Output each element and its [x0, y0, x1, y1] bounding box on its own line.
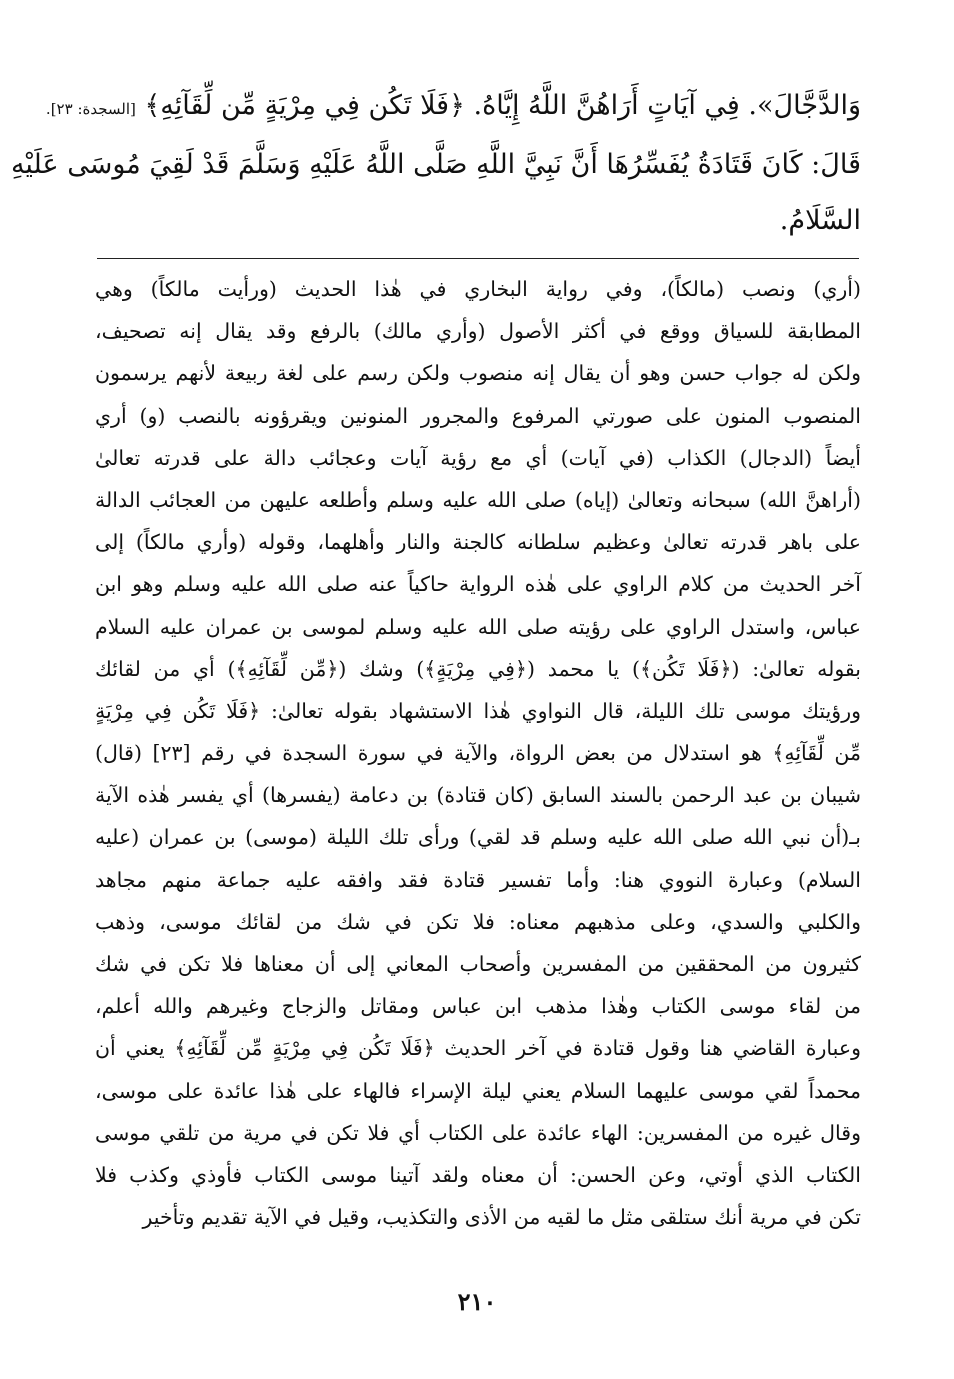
- commentary-line: والكلبي والسدي، وعلى مذهبهم معناه: فلا تكن في شك من لقائك موسى، وذهب: [95, 909, 861, 934]
- hadith-line-1: [45, 78, 861, 137]
- commentary-line: كثيرون من المحققين من المفسرين وأصحاب المعاني إلى أن معناها فلا تكن في شك: [95, 952, 861, 976]
- commentary-line: بـ(أن نبي الله صلى الله عليه وسلم قد لقي) ورأى تلك الليلة (موسى) بن عمران (عليه: [95, 825, 861, 850]
- commentary-line: بقوله تعالىٰ: (﴿فَلَا تَكُن﴾) يا محمد (﴿فِي مِرْيَةٍ﴾) وشك (﴿مِّن لِّقَآئِهِ﴾) أي من لقائك: [95, 656, 861, 681]
- commentary-line: الكتاب الذي أوتي، وعن الحسن: أن معناه ولقد آتينا موسى الكتاب فأوذي وكذب فلا: [95, 1162, 861, 1187]
- commentary-line: (أراهنَّ الله) سبحانه وتعالىٰ (إياه) صلى الله عليه وسلم وأطلعه عليهن من العجائب الدالة: [95, 487, 861, 512]
- commentary-line: ورؤيتك موسى تلك الليلة، قال النواوي هٰذا الاستشهاد بقوله تعالىٰ: ﴿فَلَا تَكُن فِي مِرْيَةٍ: [95, 698, 861, 723]
- section-divider: [97, 258, 859, 259]
- page-number: ٢١٠: [457, 1287, 497, 1316]
- commentary-line: ولكن له جواب حسن وهو أن يقال إنه منصوب ولكن رسم على لغة ربيعة لأنهم يرسمون: [95, 361, 861, 386]
- commentary-line: على باهر قدرته تعالىٰ وعظيم سلطانه كالجنة والنار وأهلهما، وقوله (وأري مالكاً) إلى: [95, 530, 861, 555]
- commentary-line: وعبارة القاضي هنا وقول قتادة في آخر الحديث ﴿فَلَا تَكُن فِي مِرْيَةٍ مِّن لِّقَآئِهِ﴾ يعني أن: [95, 1036, 861, 1061]
- commentary-line: وقال غيره من المفسرين: الهاء عائدة على الكتاب أي فلا تكن في مرية من تلقي موسى: [95, 1120, 861, 1145]
- hadith-text: [10, 78, 861, 249]
- hadith-line-3: السَّلَامُ.: [779, 205, 861, 236]
- commentary-line: شيبان بن عبد الرحمن بالسند السابق (كان قتادة) بن دعامة (يفسرها) أي يفسر هٰذه الآية: [95, 783, 861, 808]
- commentary-line: المنصوب المنون على صورتي المرفوع والمجرور المنونين ويقرؤونه بالنصب (و) أري: [95, 403, 861, 428]
- commentary-line: مِّن لِّقَآئِهِ﴾ هو استدلال من بعض الرواة، والآية في سورة السجدة في رقم [٢٣] (قال): [95, 741, 861, 766]
- commentary-line: تكن في مرية أنك ستلقى مثل ما لقيه من الأذى والتكذيب، وقيل في الآية تقديم وتأخير: [142, 1205, 861, 1230]
- commentary-line: السلام) وعبارة النووي هنا: وأما تفسير قتادة فقد وافقه عليه جماعة منهم مجاهد: [95, 867, 861, 892]
- commentary-line: من لقاء موسى الكتاب وهٰذا مذهب ابن عباس ومقاتل والزجاج وغيرهم والله أعلم،: [95, 994, 861, 1019]
- commentary-line: عباس، واستدل الراوي على رؤيته صلى الله عليه وسلم لموسى بن عمران عليه السلام: [95, 614, 861, 639]
- commentary-line: المطابقة للسياق ووقع في أكثر الأصول (وأري مالك) بالرفع وقد يقال إنه تصحيف،: [95, 319, 861, 344]
- quran-reference: [السجدة: ٢٣].: [45, 100, 136, 118]
- hadith-line-1-text: وَالدَّجَّالَ». فِي آيَاتٍ أَرَاهُنَّ اللَّهُ إِيَّاهُ. ﴿فَلَا تَكُن فِي مِرْيَةٍ مِّن لِّقَآئِهِ﴾: [144, 90, 861, 121]
- commentary-line: آخر الحديث من كلام الراوي على هٰذه الرواية حاكياً عنه صلى الله عليه وسلم وهو ابن: [95, 572, 861, 597]
- commentary-line: أيضاً (الدجال) الكذاب (في آيات) أي مع رؤية آيات وعجائب دالة على قدرته تعالىٰ: [95, 445, 861, 470]
- hadith-line-2: قَالَ: كَانَ قَتَادَةُ يُفَسِّرُهَا أَنَّ نَبِيَّ اللَّهِ صَلَّى اللَّهُ عَلَيْهِ وَسَلَّمَ قَدْ لَقِيَ مُوسَى عَلَيْهِ: [10, 149, 861, 180]
- commentary-line: محمداً لقي موسى عليهما السلام يعني ليلة الإسراء فالهاء على هٰذا عائدة على موسى،: [95, 1078, 861, 1103]
- commentary-line: (أري) ونصب (مالكاً)، وفي رواية البخاري في هٰذا الحديث (ورأيت مالكاً) وهي: [95, 277, 861, 301]
- commentary-text: [95, 268, 861, 1238]
